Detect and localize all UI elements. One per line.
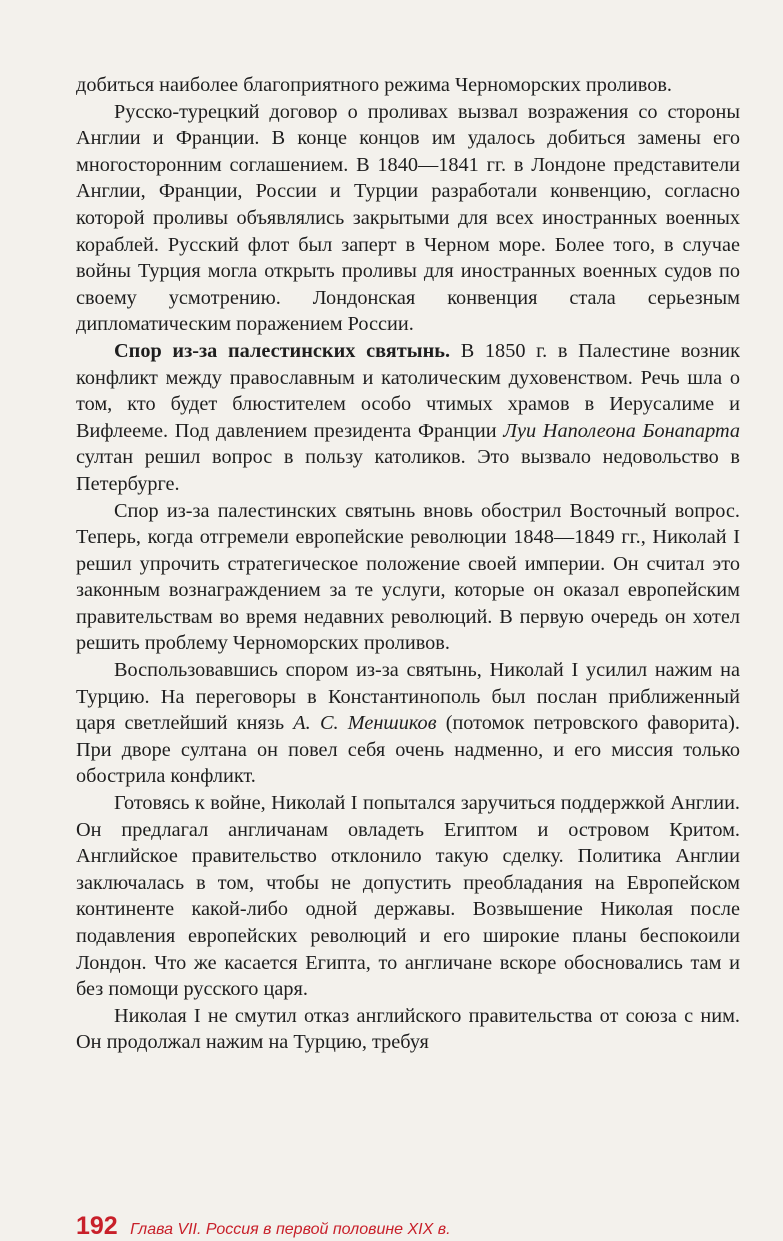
- paragraph-3-text-a: В 1850 г. в Палестине возник конфликт между православным и католическим духовенством. Речь шла о том, кто будет блюстителем особо чтимых храмов в Иерусалиме и Вифлееме. Под давлением президента Франции: [76, 339, 741, 442]
- person-name-menshikov: А. С. Меншиков: [293, 712, 437, 735]
- paragraph-3-text-b: султан решил вопрос в пользу католиков. Это вызвало недовольство в Петербурге.: [76, 446, 740, 495]
- paragraph-3: [76, 338, 740, 498]
- page-footer: [76, 1212, 451, 1241]
- paragraph-6: Готовясь к войне, Николай I попытался заручиться поддержкой Англии. Он предлагал англичанам овладеть Египтом и островом Критом. Английское правительство отклонило такую сделку. Политика Англии заключалась в том, чтобы не допустить преобладания на Европейском континенте какой-либо одной державы. Возвышение Николая после подавления европейских революций и его широкие планы беспокоили Лондон. Что же касается Египта, то англичане вскоре обосновались там и без помощи русского царя.: [76, 792, 740, 1001]
- paragraph-5-text-a: Воспользовавшись спором из-за святынь, Николай I усилил нажим на Турцию. На переговоры в Константинополь был послан приближенный царя светлейший князь: [76, 659, 740, 735]
- chapter-title: Глава VII. Россия в первой половине XIX в.: [130, 1221, 451, 1238]
- person-name-napoleon: Луи Наполеона Бонапарта: [503, 419, 740, 442]
- paragraph-4: Спор из-за палестинских святынь вновь обострил Восточный вопрос. Теперь, когда отгремели европейские революции 1848—1849 гг., Николай I решил упрочить стратегическое положение своей империи. Он считал это законным вознаграждением за те услуги, которые он оказал европейским правительствам во время недавних революций. В первую очередь он хотел решить проблему Черноморских проливов.: [76, 499, 740, 655]
- page-number: 192: [76, 1212, 118, 1240]
- paragraph-1: добиться наиболее благоприятного режима Черноморских проливов.: [76, 74, 672, 96]
- paragraph-2: Русско-турецкий договор о проливах вызвал возражения со стороны Англии и Франции. В конце концов им удалось добиться замены его многосторонним соглашением. В 1840—1841 гг. в Лондоне представители Англии, Франции, России и Турции разработали конвенцию, согласно которой проливы объявлялись закрытыми для всех иностранных военных кораблей. Русский флот был заперт в Черном море. Более того, в случае войны Турция могла открыть проливы для иностранных военных судов по своему усмотрению. Лондонская конвенция стала серьезным дипломатическим поражением России.: [76, 100, 740, 336]
- page-body: [76, 72, 740, 1056]
- section-heading: Спор из-за палестинских святынь.: [114, 339, 451, 362]
- paragraph-5-text-b: (потомок петровского фаворита). При дворе султана он повел себя очень надменно, и его миссия только обострила конфликт.: [76, 712, 741, 788]
- paragraph-7: Николая I не смутил отказ английского правительства от союза с ним. Он продолжал нажим на Турцию, требуя: [76, 1004, 740, 1054]
- paragraph-5: [76, 657, 740, 790]
